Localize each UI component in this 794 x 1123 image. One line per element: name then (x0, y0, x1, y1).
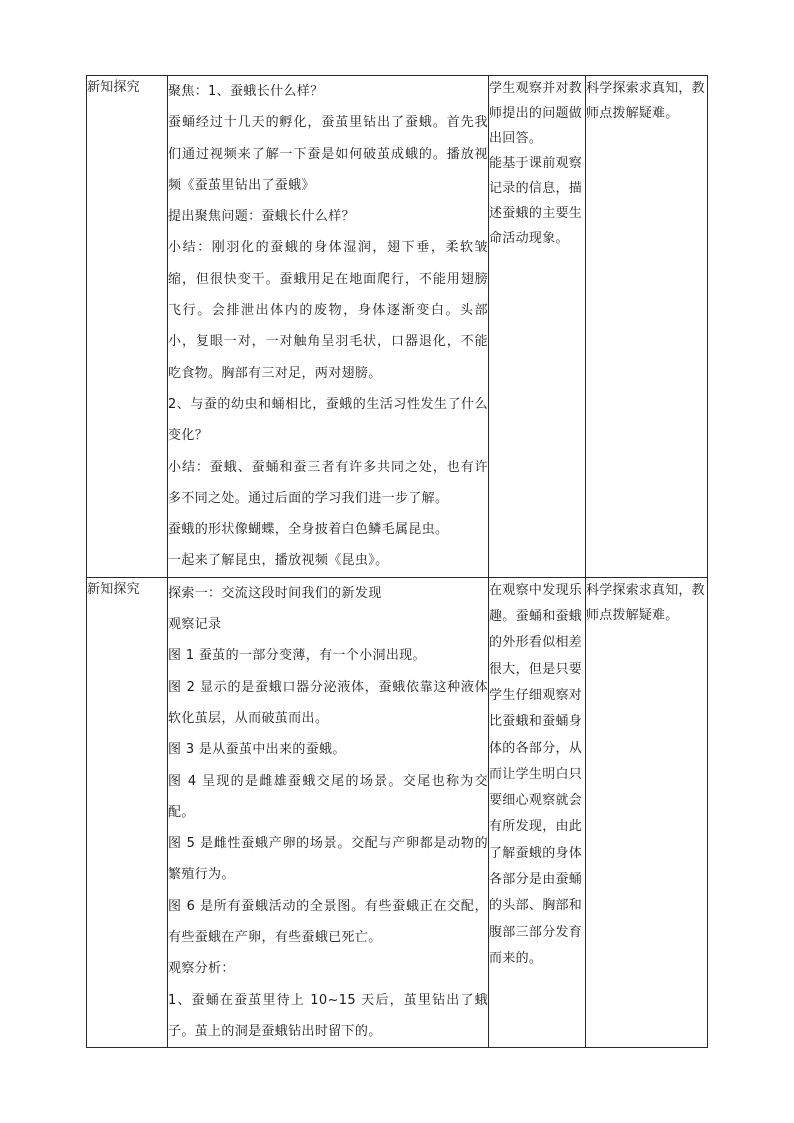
content-paragraph: 图 5 是雌性蚕蛾产卵的场景。交配与产卵都是动物的繁殖行为。 (168, 836, 488, 883)
content-paragraph: 蚕蛾的形状像蝴蝶，全身披着白色鳞毛属昆虫。 (168, 522, 449, 538)
content-paragraph: 图 1 蚕茧的一部分变薄，有一个小洞出现。 (168, 648, 426, 664)
content-paragraph: 提出聚焦问题：蚕蛾长什么样？ (168, 209, 355, 225)
objective-paragraph: 在观察中发现乐趣。蚕蛹和蚕蛾的外形看似相差很大，但是只要学生仔细观察对比蚕蛾和蚕蛹身体的各部分，从而让学生明白只要细心观察就会有所发现，由此了解蚕蛾的身体各部分是由蚕蛹的头部、胸部和腹部三部分发育而来的。 (489, 582, 583, 966)
role-cell (586, 577, 708, 1047)
content-paragraph: 图 4 呈现的是雌雄蚕蛾交尾的场景。交尾也称为交配。 (168, 773, 488, 820)
lesson-plan-table (86, 75, 708, 1048)
content-paragraph: 一起来了解昆虫，播放视频《昆虫》。 (168, 553, 389, 569)
content-paragraph: 图 6 是所有蚕蛾活动的全景图。有些蚕蛾正在交配，有些蚕蛾在产卵，有些蚕蛾已死亡。 (168, 898, 488, 946)
content-paragraph: 2、与蚕的幼虫和蛹相比，蚕蛾的生活习性发生了什么变化？ (168, 396, 488, 444)
objective-paragraph: 能基于课前观察记录的信息，描述蚕蛾的主要生命活动现象。 (489, 156, 583, 246)
content-cell (168, 577, 489, 1047)
stage-label: 新知探究 (87, 581, 140, 597)
content-paragraph: 探索一：交流这段时间我们的新发现 (168, 585, 382, 601)
content-paragraph: 观察记录 (168, 617, 222, 633)
stage-cell (87, 577, 168, 1047)
role-cell (586, 76, 708, 578)
content-paragraph: 图 2 显示的是蚕蛾口器分泌液体，蚕蛾依靠这种液体软化茧层，从而破茧而出。 (168, 679, 488, 726)
content-paragraph: 小结：刚羽化的蚕蛾的身体湿润，翅下垂，柔软皱缩，但很快变干。蚕蛾用足在地面爬行，不能用翅膀飞行。会排泄出体内的废物，身体逐渐变白。头部小，复眼一对，一对触角呈羽毛状，口器退化，不能吃食物。胸部有三对足，两对翅膀。 (168, 240, 488, 381)
table-row (87, 76, 708, 578)
stage-label: 新知探究 (87, 80, 140, 95)
content-paragraph: 图 3 是从蚕茧中出来的蚕蛾。 (168, 742, 346, 758)
stage-cell (87, 76, 168, 578)
content-paragraph: 聚焦：1、蚕蛾长什么样？ (168, 84, 324, 99)
role-text: 科学探索求真知，教师点拨解疑难。 (586, 81, 705, 121)
content-paragraph: 1、蚕蛹在蚕茧里待上 10~15 天后，茧里钻出了蛾子。茧上的洞是蚕蛾钻出时留下的。 (168, 992, 488, 1039)
objective-paragraph: 学生观察并对教师提出的问题做出回答。 (489, 81, 583, 146)
content-cell (168, 76, 489, 578)
table-row (87, 577, 708, 1047)
content-paragraph: 小结：蚕蛾、蚕蛹和蚕三者有许多共同之处，也有许多不同之处。通过后面的学习我们进一步了解。 (168, 459, 488, 506)
objective-cell (489, 76, 586, 578)
objective-cell (489, 577, 586, 1047)
content-paragraph: 观察分析： (168, 961, 235, 977)
role-text: 科学探索求真知，教师点拨解疑难。 (586, 582, 705, 623)
content-paragraph: 蚕蛹经过十几天的孵化，蚕茧里钻出了蚕蛾。首先我们通过视频来了解一下蚕是如何破茧成蛾的。播放视频《蚕茧里钻出了蚕蛾》 (168, 115, 488, 193)
